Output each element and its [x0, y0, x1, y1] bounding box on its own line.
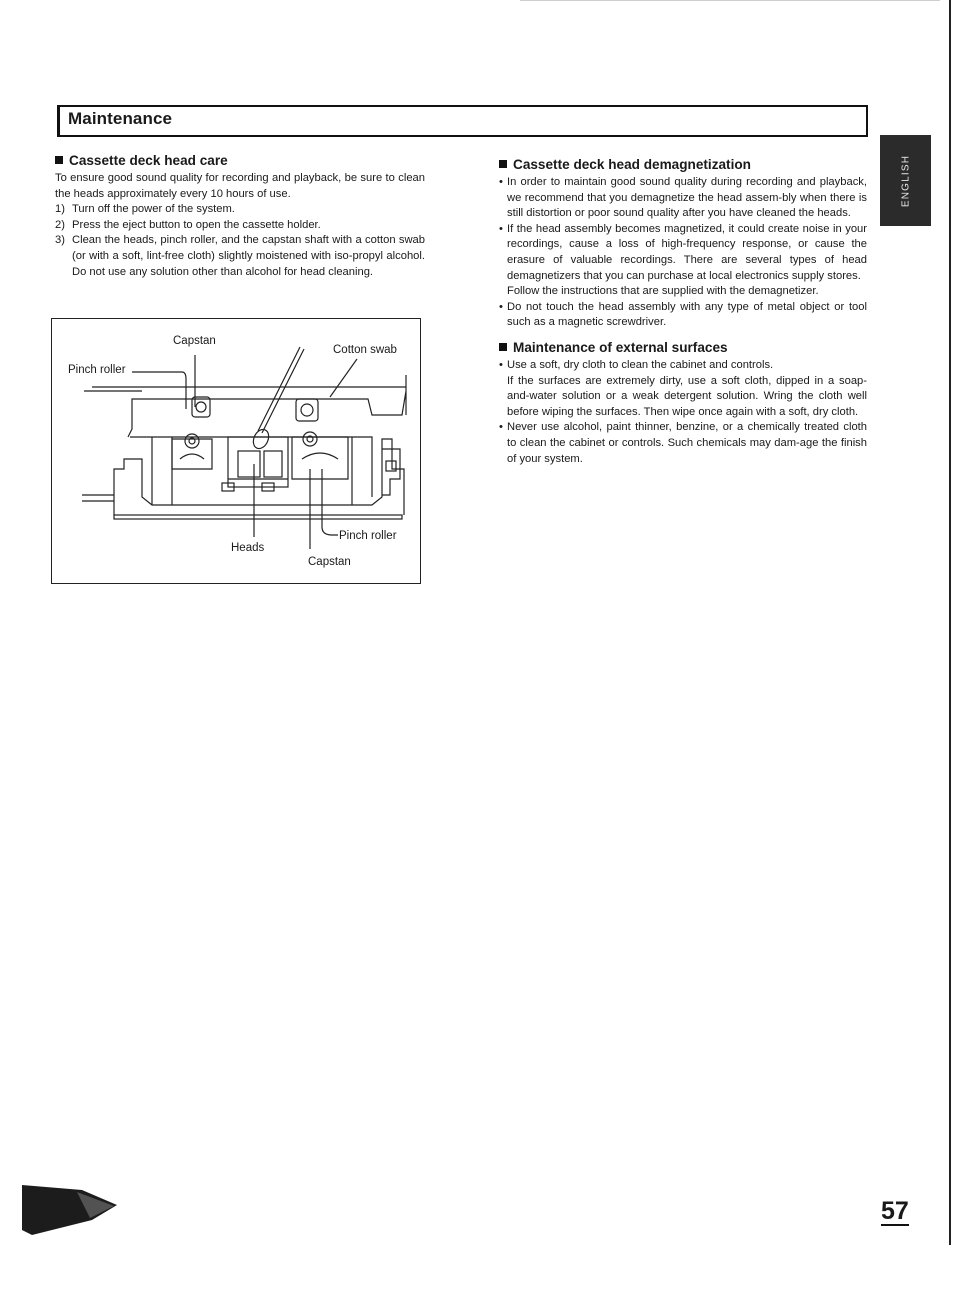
external-surfaces-heading [499, 339, 867, 356]
bullet-dot-icon: • [499, 222, 503, 235]
square-bullet-icon [55, 156, 63, 164]
list-item [499, 358, 867, 374]
bullet-dot-icon: • [499, 300, 503, 313]
section-title-bar [57, 105, 868, 137]
list-item [499, 420, 867, 467]
list-item-text: If the head assembly becomes magnetized, it could create noise in your recordings, cause a loss of high-frequency response, or cause the erasure of valuable recordings. There are several types of head demagnetizers that you can purchase at local electronics supply stores. [507, 222, 867, 282]
step-number: 2) [55, 218, 65, 231]
language-tab-label: ENGLISH [900, 154, 911, 207]
external-surfaces-heading-text: Maintenance of external surfaces [513, 339, 728, 355]
square-bullet-icon [499, 343, 507, 351]
page-title: Maintenance [68, 109, 173, 128]
demagnetization-heading [499, 156, 867, 173]
square-bullet-icon [499, 160, 507, 168]
list-item-text: Do not touch the head assembly with any type of metal object or tool such as a magnetic screwdriver. [507, 300, 867, 329]
step-number: 1) [55, 203, 65, 216]
head-care-steps [55, 202, 425, 280]
step-item [55, 233, 425, 280]
right-column [499, 156, 867, 467]
list-item [499, 222, 867, 284]
demagnetization-list [499, 175, 867, 284]
external-surfaces-list-warning [499, 420, 867, 467]
list-item [499, 300, 867, 331]
list-item-text: Use a soft, dry cloth to clean the cabinet and controls. [507, 358, 774, 371]
external-surfaces-section [499, 339, 867, 467]
label-cotton-swab: Cotton swab [333, 344, 397, 356]
head-care-heading-text: Cassette deck head care [69, 153, 228, 168]
step-text: Press the eject button to open the cassette holder. [72, 218, 321, 231]
bullet-dot-icon: • [499, 358, 503, 371]
page-number: 57 [881, 1197, 909, 1225]
cotton-swab-leader [330, 359, 357, 397]
step-item [55, 202, 425, 218]
left-column [55, 152, 425, 280]
scan-corner-mark-icon [22, 1180, 122, 1240]
label-capstan-bottom: Capstan [308, 556, 351, 568]
bullet-dot-icon: • [499, 421, 503, 434]
label-heads: Heads [231, 542, 265, 554]
external-surfaces-paragraph: If the surfaces are extremely dirty, use a soft cloth, dipped in a soap-and-water solution or a weak detergent solution. Wring the cloth well before wiping the surfaces. Then wipe once again with a soft, dry cloth. [507, 374, 867, 418]
label-capstan-top: Capstan [173, 335, 216, 347]
label-pinch-roller-left: Pinch roller [68, 364, 126, 376]
list-item-text: Never use alcohol, paint thinner, benzine, or a chemically treated cloth to clean the cabinet or controls. Such chemicals may dam-age the finish of your system. [507, 421, 867, 465]
step-number: 3) [55, 234, 65, 247]
list-item-text: In order to maintain good sound quality during recording and playback, we recommend that you demagnetize the head assem-bly when there is still distortion or poor sound quality after you have cleaned the heads. [507, 176, 867, 220]
bullet-dot-icon: • [499, 176, 503, 188]
demagnetization-heading-text: Cassette deck head demagnetization [513, 157, 751, 172]
head-care-intro: To ensure good sound quality for recording and playback, be sure to clean the heads approximately every 10 hours of use. [55, 172, 425, 200]
cotton-swab-tip [250, 427, 271, 451]
language-tab [880, 135, 931, 226]
cassette-deck-illustration [51, 318, 421, 584]
external-surfaces-list [499, 358, 867, 374]
step-item [55, 218, 425, 234]
right-margin-rule [949, 0, 951, 1245]
label-pinch-roller-right: Pinch roller [339, 530, 397, 542]
demagnetizer-instructions-note: Follow the instructions that are supplied with the demagnetizer. [507, 285, 819, 298]
demagnetization-list-warning [499, 300, 867, 331]
list-item [499, 175, 867, 222]
step-text: Turn off the power of the system. [72, 203, 235, 216]
head-care-heading [55, 152, 425, 169]
top-scan-rule [520, 0, 940, 1]
step-text: Clean the heads, pinch roller, and the capstan shaft with a cotton swab (or with a soft, lint-free cloth) slightly moistened with iso-propyl alcohol. Do not use any solution other than alcohol for head cleaning. [72, 234, 425, 278]
